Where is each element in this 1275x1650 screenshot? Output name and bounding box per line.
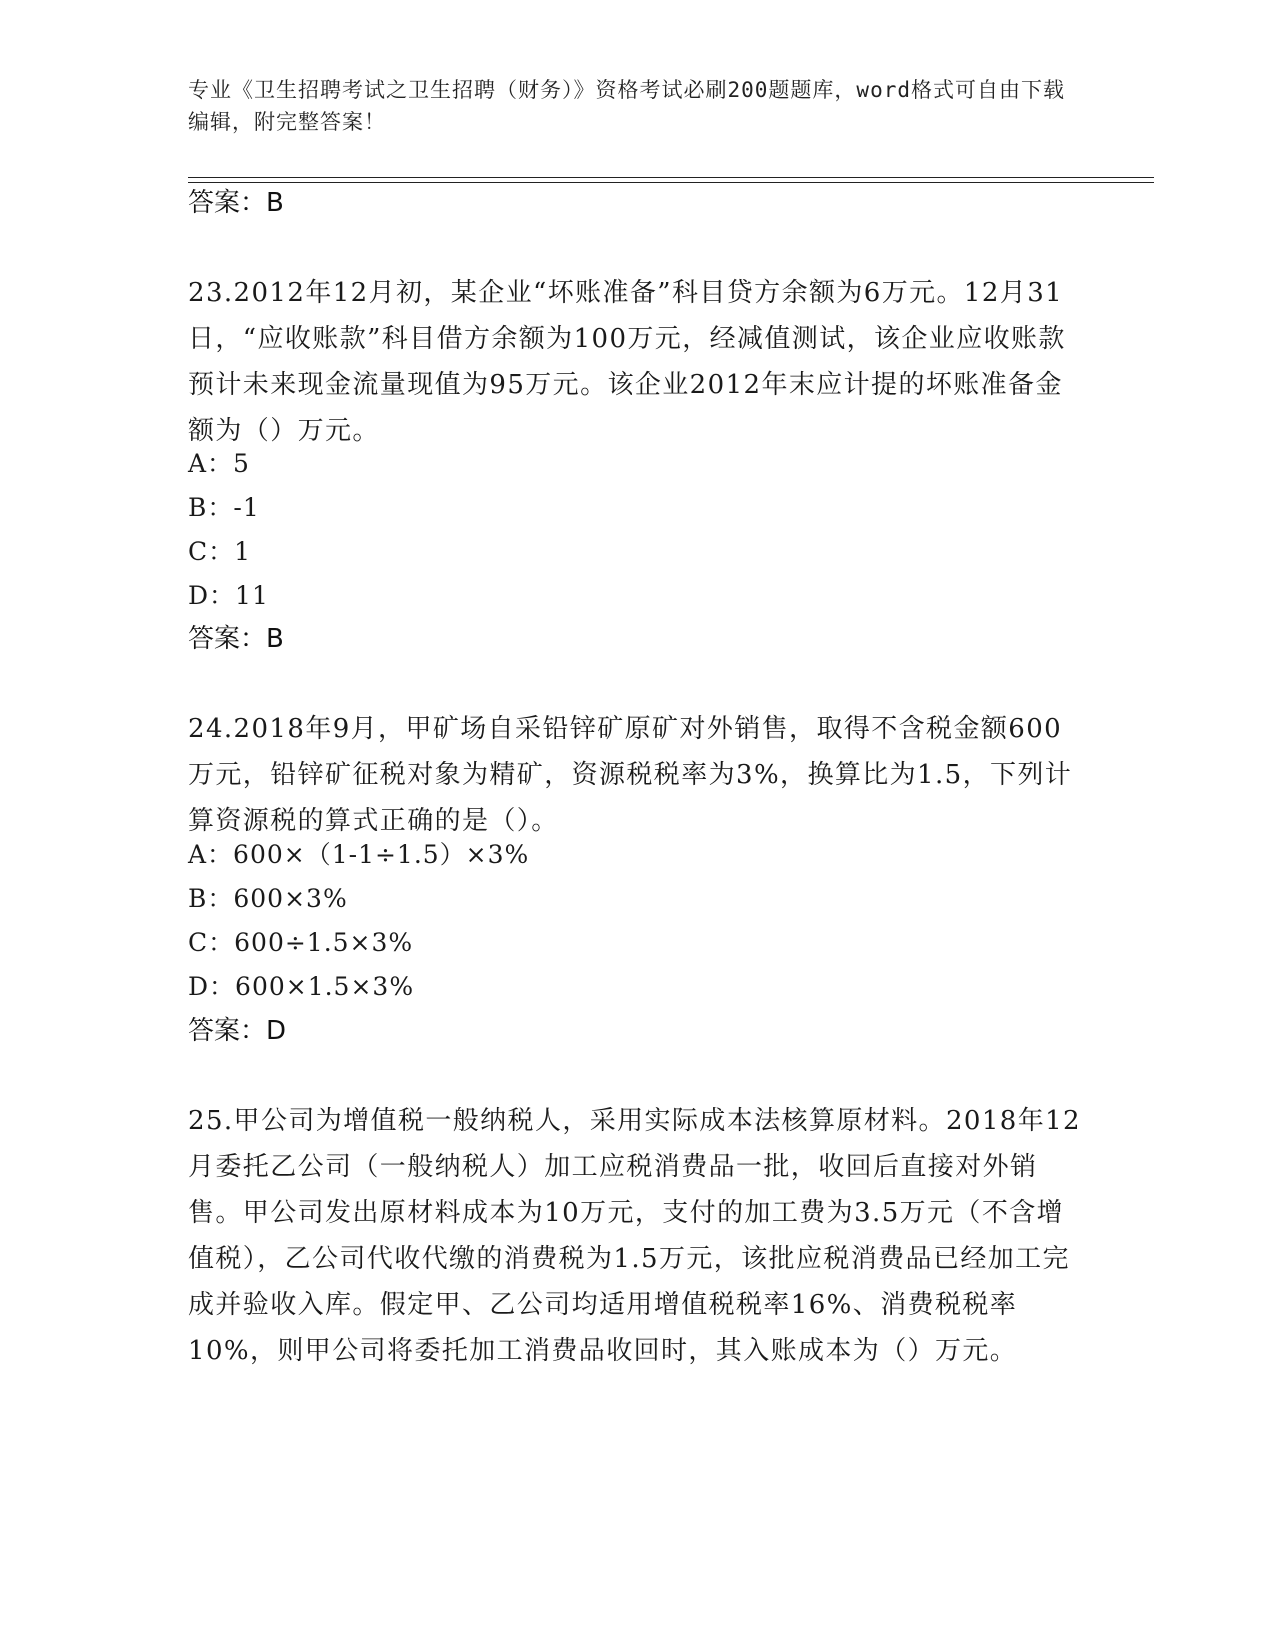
header-rule-top — [188, 177, 1154, 178]
option-23-d: D：11 — [188, 581, 269, 610]
option-23-a: A：5 — [188, 449, 250, 478]
option-24-b: B：600×3% — [188, 884, 348, 913]
option-24-a: A：600×（1-1÷1.5）×3% — [188, 840, 530, 869]
document-header: 专业《卫生招聘考试之卫生招聘（财务）》资格考试必刷200题题库，word格式可自由下载编辑，附完整答案！ — [188, 78, 1065, 134]
question-23: 23.2012年12月初，某企业“坏账准备”科目贷方余额为6万元。12月31日，“应收账款”科目借方余额为100万元，经减值测试，该企业应收账款预计未来现金流量现值为95万元。该企业2012年末应计提的坏账准备金额为（）万元。 — [188, 278, 1066, 446]
answer-22: 答案：B — [188, 188, 284, 218]
option-24-c: C：600÷1.5×3% — [188, 928, 414, 957]
answer-24: 答案：D — [188, 1016, 287, 1046]
question-25: 25.甲公司为增值税一般纳税人，采用实际成本法核算原材料。2018年12月委托乙公司（一般纳税人）加工应税消费品一批，收回后直接对外销售。甲公司发出原材料成本为10万元，支付的加工费为3.5万元（不含增值税），乙公司代收代缴的消费税为1.5万元，该批应税消费品已经加工完成并验收入库。假定甲、乙公司均适用增值税税率16%、消费税税率10%，则甲公司将委托加工消费品收回时，其入账成本为（）万元。 — [188, 1106, 1082, 1366]
header-rule-bottom — [188, 182, 1154, 183]
answer-23: 答案：B — [188, 624, 284, 654]
option-23-c: C：1 — [188, 537, 252, 566]
question-24: 24.2018年9月，甲矿场自采铅锌矿原矿对外销售，取得不含税金额600万元，铅锌矿征税对象为精矿，资源税税率为3%，换算比为1.5，下列计算资源税的算式正确的是（）。 — [188, 714, 1073, 836]
option-24-d: D：600×1.5×3% — [188, 972, 415, 1001]
option-23-b: B：-1 — [188, 493, 260, 522]
